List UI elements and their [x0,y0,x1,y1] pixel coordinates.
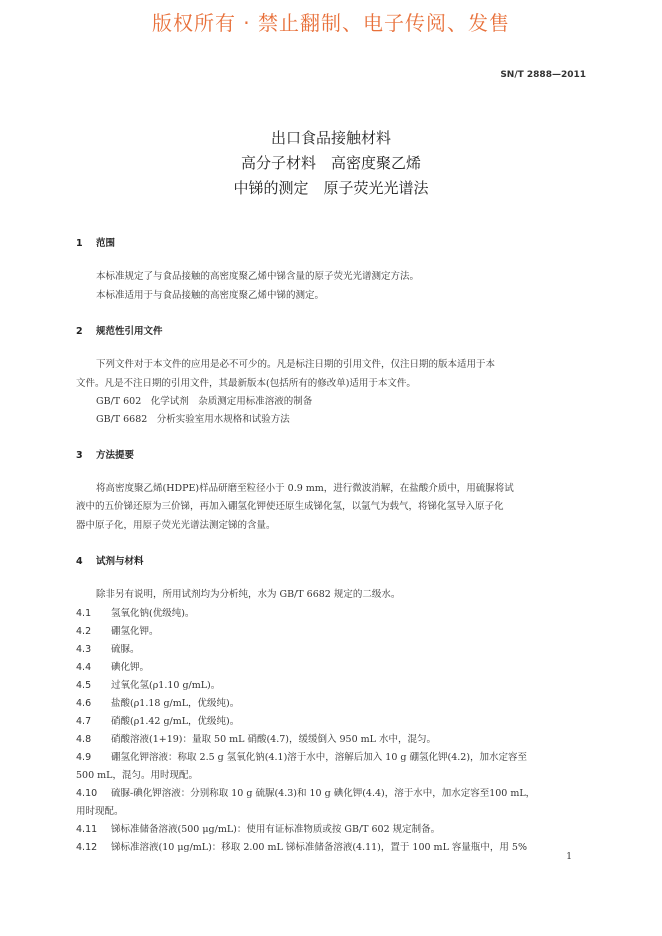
item-text: 硝酸溶液(1+19)：量取 50 mL 硝酸(4.7)，缓缓倒入 950 mL 水中，混匀。 [111,734,436,745]
section-2-heading [76,323,163,337]
reagent-item [76,605,194,619]
paragraph: 将高密度聚乙烯(HDPE)样品研磨至粒径小于 0.9 mm，进行微波消解，在盐酸介质中，用硫脲将试 [96,483,514,494]
item-number: 4.3 [76,644,92,655]
reagent-item [76,623,159,637]
item-number: 4.11 [76,824,98,835]
item-text: 硝酸(ρ1.42 g/mL，优级纯)。 [111,716,240,727]
item-text: 锑标准溶液(10 μg/mL)：移取 2.00 mL 锑标准储备溶液(4.11)，置于 100 mL 容量瓶中，用 5% [111,842,527,853]
standard-number: SN/T 2888—2011 [500,70,586,80]
copyright-watermark: 版权所有 · 禁止翻制、电子传阅、发售 [151,11,511,35]
section-number: 2 [76,326,83,337]
section-number: 3 [76,450,83,461]
section-number: 4 [76,556,83,567]
reagent-item [76,821,440,835]
item-number: 4.4 [76,662,92,673]
reagent-item [76,731,436,745]
item-text: 过氧化氢(ρ1.10 g/mL)。 [111,680,221,691]
item-text: 碘化钾。 [111,662,150,673]
reagent-item [76,713,239,727]
reference-item: GB/T 602 化学试剂 杂质测定用标准溶液的制备 [96,396,313,407]
item-text: 硫脲。 [111,644,140,655]
item-number: 4.7 [76,716,92,727]
section-title: 规范性引用文件 [96,326,163,337]
item-text: 用时现配。 [76,806,124,817]
reagent-item [76,749,527,763]
paragraph: 本标准适用于与食品接触的高密度聚乙烯中锑的测定。 [96,290,325,301]
item-number: 4.9 [76,752,92,763]
item-text: 氢氧化钠(优级纯)。 [111,608,195,619]
paragraph: 除非另有说明，所用试剂均为分析纯，水为 GB/T 6682 规定的二级水。 [96,589,401,600]
paragraph: 液中的五价锑还原为三价锑，再加入硼氢化钾使还原生成锑化氢，以氩气为载气，将锑化氢导入原子化 [76,501,504,512]
reagent-item-continued [76,803,124,817]
paragraph: 本标准规定了与食品接触的高密度聚乙烯中锑含量的原子荧光光谱测定方法。 [96,271,420,282]
item-number: 4.2 [76,626,92,637]
reagent-item [76,659,149,673]
reagent-item [76,677,220,691]
paragraph: 文件。凡是不注日期的引用文件，其最新版本(包括所有的修改单)适用于本文件。 [76,378,416,389]
reagent-item [76,695,239,709]
reagent-item [76,785,535,799]
section-number: 1 [76,238,83,249]
item-text: 盐酸(ρ1.18 g/mL，优级纯)。 [111,698,240,709]
title-line-2: 高分子材料 高密度聚乙烯 [240,154,421,172]
item-text: 硼氢化钾溶液：称取 2.5 g 氢氧化钠(4.1)溶于水中，溶解后加入 10 g 硼氢化钾(4.2)，加水定容至 [111,752,528,763]
item-number: 4.8 [76,734,92,745]
item-text: 锑标准储备溶液(500 μg/mL)：使用有证标准物质或按 GB/T 602 规定制备。 [111,824,441,835]
section-title: 范围 [96,238,116,249]
item-number: 4.10 [76,788,98,799]
reference-item: GB/T 6682 分析实验室用水规格和试验方法 [96,414,290,425]
item-text: 硫脲-碘化钾溶液：分别称取 10 g 硫脲(4.3)和 10 g 碘化钾(4.4)，溶于水中，加水定容至100 mL， [111,788,536,799]
page-number: 1 [566,852,572,862]
paragraph: 器中原子化，用原子荧光光谱法测定锑的含量。 [76,520,276,531]
item-number: 4.1 [76,608,92,619]
title-line-1: 出口食品接触材料 [270,129,391,147]
item-number: 4.5 [76,680,92,691]
section-4-heading [76,553,144,567]
paragraph: 下列文件对于本文件的应用是必不可少的。凡是标注日期的引用文件，仅注日期的版本适用于本 [96,359,496,370]
section-title: 方法提要 [96,450,135,461]
item-number: 4.12 [76,842,98,853]
section-3-heading [76,447,134,461]
reagent-item-continued [76,767,198,781]
section-1-heading [76,235,115,249]
item-number: 4.6 [76,698,92,709]
reagent-item [76,839,527,853]
item-text: 500 mL，混匀。用时现配。 [76,770,198,781]
reagent-item [76,641,140,655]
title-line-3: 中锑的测定 原子荧光光谱法 [233,179,429,197]
section-title: 试剂与材料 [96,556,144,567]
item-text: 硼氢化钾。 [111,626,159,637]
